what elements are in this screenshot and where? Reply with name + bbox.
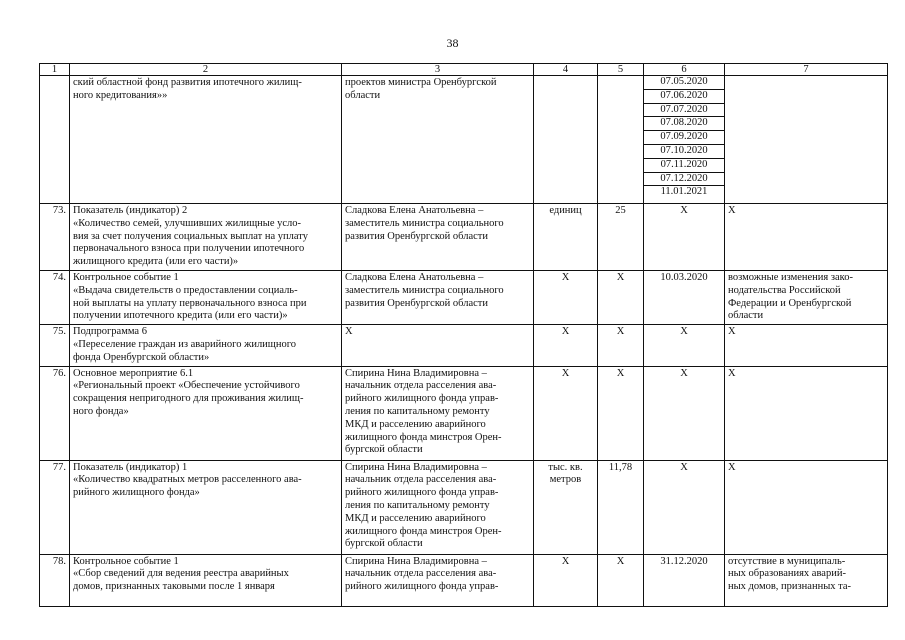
column-header: 4	[534, 64, 598, 76]
unit-cell: тыс. кв. метров	[534, 460, 598, 554]
responsible-cell: Спирина Нина Владимировна – начальник отдела расселения ава- рийного жилищного фонда управ- ления по капитальному ремонту МКД и расселению аварийного жилищного фонда минстроя Орен- бургской области	[342, 366, 534, 460]
table-row	[40, 270, 888, 324]
date-cell: Х	[644, 366, 725, 460]
table-row	[40, 76, 888, 204]
column-header: 3	[342, 64, 534, 76]
dates-cell	[644, 76, 725, 204]
plan-table	[39, 63, 888, 607]
date-cell: Х	[644, 460, 725, 554]
column-header: 6	[644, 64, 725, 76]
date-entry: 07.08.2020	[644, 117, 724, 131]
page-number: 38	[446, 36, 459, 50]
column-header: 2	[70, 64, 342, 76]
notes-cell: Х	[725, 325, 888, 366]
table-row	[40, 554, 888, 606]
notes-cell: Х	[725, 366, 888, 460]
responsible-cell: Сладкова Елена Анатольевна – заместитель министра социального развития Оренбургской области	[342, 270, 534, 324]
description-cell: ский областной фонд развития ипотечного жилищ- ного кредитования»»	[70, 76, 342, 204]
notes-cell: Х	[725, 204, 888, 271]
date-entry: 07.12.2020	[644, 173, 724, 187]
date-cell: 10.03.2020	[644, 270, 725, 324]
header-row	[40, 64, 888, 76]
description-cell: Подпрограмма 6 «Переселение граждан из аварийного жилищного фонда Оренбургской области»	[70, 325, 342, 366]
date-entry: 07.05.2020	[644, 76, 724, 90]
value-cell: 11,78	[598, 460, 644, 554]
row-number-cell	[40, 76, 70, 204]
date-cell: Х	[644, 325, 725, 366]
value-cell: Х	[598, 325, 644, 366]
description-cell: Показатель (индикатор) 2 «Количество семей, улучшивших жилищные усло- вия за счет получения социальных выплат на уплату первоначального взноса при получении ипотечного жилищного кредита (или его части)»	[70, 204, 342, 271]
table-row	[40, 460, 888, 554]
notes-cell: Х	[725, 460, 888, 554]
unit-cell	[534, 76, 598, 204]
unit-cell: Х	[534, 554, 598, 606]
unit-cell: единиц	[534, 204, 598, 271]
value-cell: Х	[598, 270, 644, 324]
date-entry: 07.06.2020	[644, 90, 724, 104]
unit-cell: Х	[534, 270, 598, 324]
row-number-cell: 75.	[40, 325, 70, 366]
row-number-cell: 78.	[40, 554, 70, 606]
description-cell: Показатель (индикатор) 1 «Количество квадратных метров расселенного ава- рийного жилищного фонда»	[70, 460, 342, 554]
responsible-cell: Спирина Нина Владимировна – начальник отдела расселения ава- рийного жилищного фонда управ-	[342, 554, 534, 606]
date-cell: 31.12.2020	[644, 554, 725, 606]
row-number-cell: 73.	[40, 204, 70, 271]
value-cell: 25	[598, 204, 644, 271]
notes-cell: возможные изменения зако- нодательства Российской Федерации и Оренбургской области	[725, 270, 888, 324]
notes-cell	[725, 76, 888, 204]
unit-cell: Х	[534, 325, 598, 366]
row-number-cell: 77.	[40, 460, 70, 554]
row-number-cell: 74.	[40, 270, 70, 324]
column-header: 1	[40, 64, 70, 76]
table-row	[40, 204, 888, 271]
description-cell: Контрольное событие 1 «Выдача свидетельств о предоставлении социаль- ной выплаты на уплату первоначального взноса при получении ипотечного кредита (или его части)»	[70, 270, 342, 324]
date-entry: 07.09.2020	[644, 131, 724, 145]
unit-cell: Х	[534, 366, 598, 460]
table-row	[40, 325, 888, 366]
column-header: 7	[725, 64, 888, 76]
value-cell: Х	[598, 554, 644, 606]
notes-cell: отсутствие в муниципаль- ных образованиях аварий- ных домов, признанных та-	[725, 554, 888, 606]
date-entry: 07.10.2020	[644, 145, 724, 159]
column-header: 5	[598, 64, 644, 76]
responsible-cell: Спирина Нина Владимировна – начальник отдела расселения ава- рийного жилищного фонда управ- ления по капитальному ремонту МКД и расселению аварийного жилищного фонда минстроя Орен- бургской области	[342, 460, 534, 554]
date-entry: 07.11.2020	[644, 159, 724, 173]
value-cell: Х	[598, 366, 644, 460]
value-cell	[598, 76, 644, 204]
responsible-cell: Сладкова Елена Анатольевна – заместитель министра социального развития Оренбургской области	[342, 204, 534, 271]
responsible-cell: Х	[342, 325, 534, 366]
row-number-cell: 76.	[40, 366, 70, 460]
responsible-cell: проектов министра Оренбургской области	[342, 76, 534, 204]
date-entry: 11.01.2021	[660, 186, 708, 198]
date-entry: 07.07.2020	[644, 104, 724, 118]
table-row	[40, 366, 888, 460]
description-cell: Основное мероприятие 6.1 «Региональный проект «Обеспечение устойчивого сокращения непригодного для проживания жилищ- ного фонда»	[70, 366, 342, 460]
description-cell: Контрольное событие 1 «Сбор сведений для ведения реестра аварийных домов, признанных таковыми после 1 января	[70, 554, 342, 606]
date-cell: Х	[644, 204, 725, 271]
